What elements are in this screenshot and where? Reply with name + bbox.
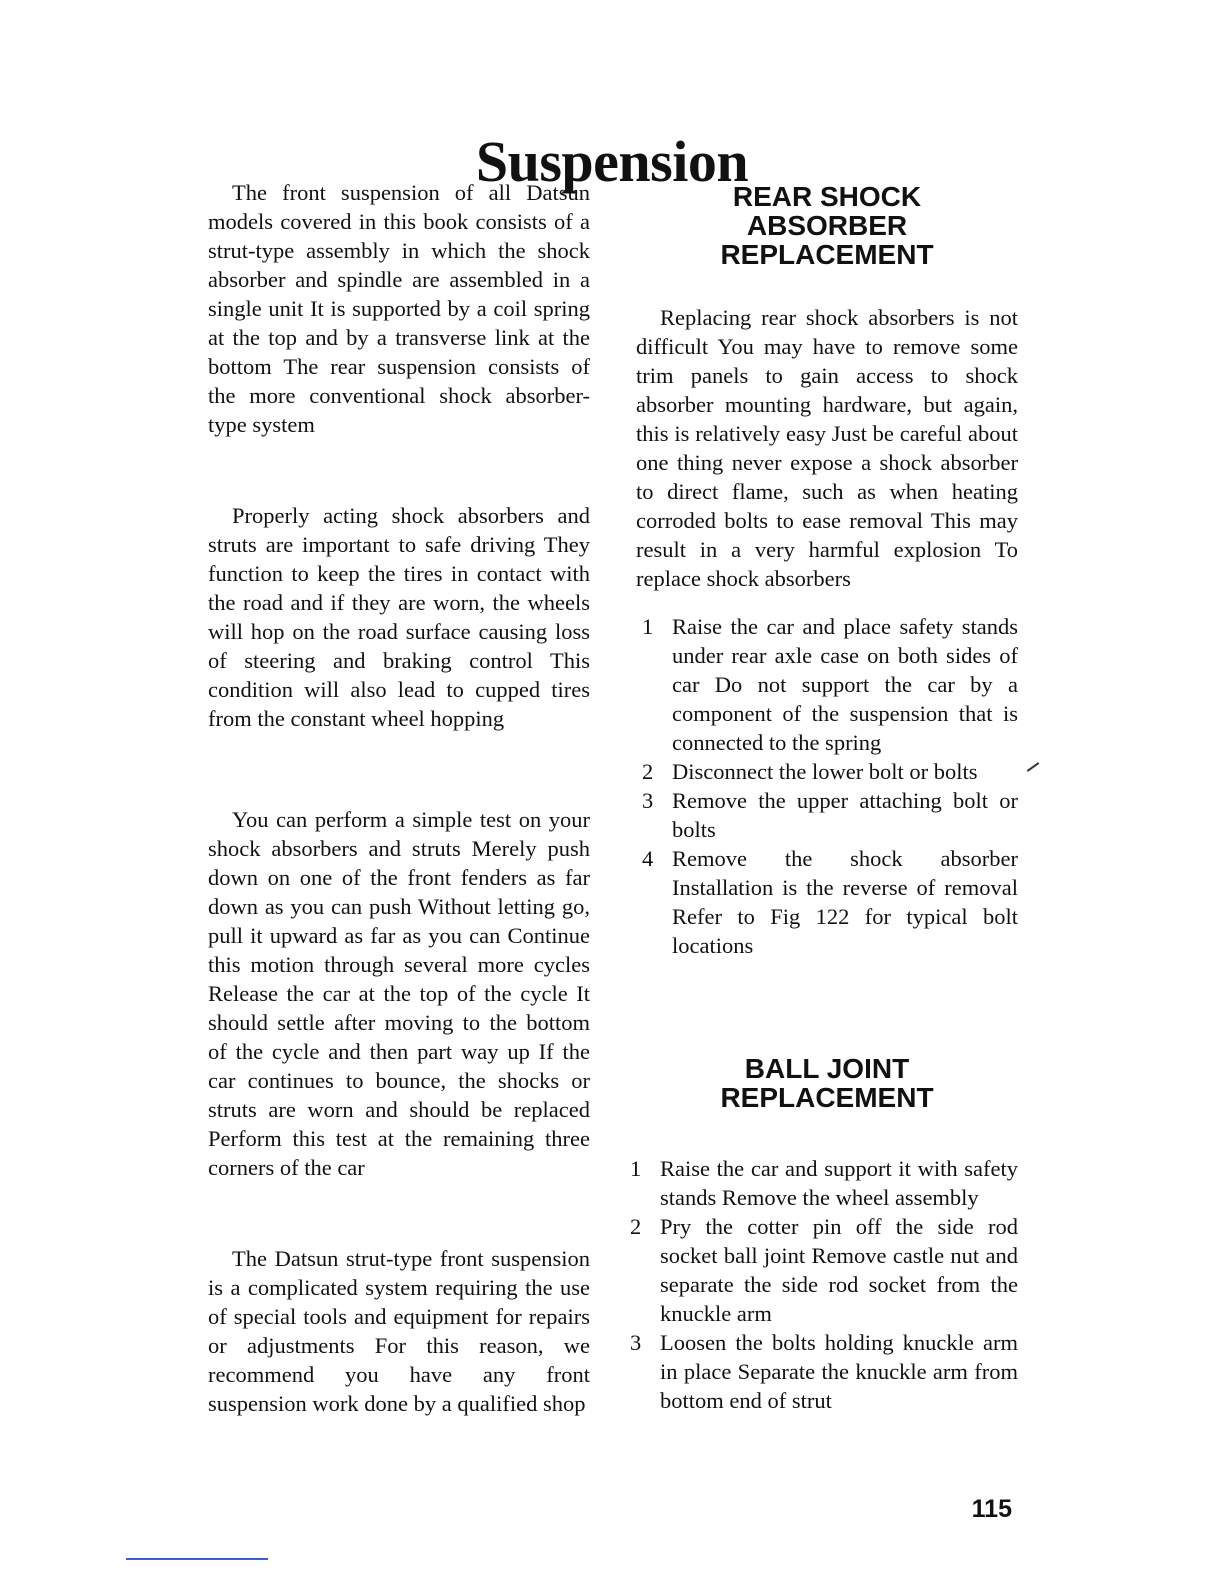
rear-shock-intro: Replacing rear shock absorbers is not difficult You may have to remove some trim panels to gain access to shock absorber mounting hardware, but again, this is relatively easy Just be careful about one thing never expose a shock absorber to direct flame, such as when heating corroded bolts to ease removal This may result in a very harmful explosion To replace shock absorbers [636, 305, 1018, 591]
list-item: 3 Remove the upper attaching bolt or bolts [642, 788, 1018, 842]
stray-mark [1027, 762, 1040, 772]
ball-joint-steps [624, 1154, 1018, 1415]
rear-shock-heading-line1: REAR SHOCK [732, 181, 922, 212]
ball-joint-heading-line2: REPLACEMENT [720, 1082, 934, 1113]
rear-shock-heading-line3: REPLACEMENT [720, 239, 934, 270]
shock-importance-paragraph: Properly acting shock absorbers and struts are important to safe driving They function to keep the tires in contact with the road and if they are worn, the wheels will hop on the road surface causing loss of steering and braking control This condition will also lead to cupped tires from the constant wheel hopping [208, 503, 590, 731]
page-title: Suspension [475, 128, 749, 194]
intro-paragraph: The front suspension of all Datsun models covered in this book consists of a strut-type assembly in which the shock absorber and spindle are assembled in a single unit It is supported by a coil spring at the top and by a transverse link at the bottom The rear suspension consists of the more conventional shock absorber-type system [208, 180, 590, 437]
footer-rule [126, 1558, 268, 1560]
list-item: 1 Raise the car and place safety stands under rear axle case on both sides of car Do not support the car by a component of the suspension that is connected to the spring [642, 614, 1018, 755]
ball-joint-heading [636, 1054, 1018, 1112]
ball-joint-heading-line1: BALL JOINT [744, 1053, 910, 1084]
rear-shock-steps [636, 612, 1018, 960]
right-column [630, 178, 1018, 1415]
strut-advice-paragraph: The Datsun strut-type front suspension is a complicated system requiring the use of special tools and equipment for repairs or adjustments For this reason, we recommend you have any front suspension work done by a qualified shop [208, 1246, 590, 1416]
shock-test-paragraph: You can perform a simple test on your shock absorbers and struts Merely push down on one of the front fenders as far down as you can push Without letting go, pull it upward as far as you can Continue this motion through several more cycles Release the car at the top of the cycle It should settle after moving to the bottom of the cycle and then part way up If the car continues to bounce, the shocks or struts are worn and should be replaced Perform this test at the remaining three corners of the car [208, 807, 590, 1180]
rear-shock-heading-line2: ABSORBER [746, 210, 908, 241]
list-item: 1 Raise the car and support it with safety stands Remove the wheel assembly [630, 1156, 1018, 1210]
rear-shock-heading [636, 182, 1018, 269]
list-item: 4 Remove the shock absorber Installation is the reverse of removal Refer to Fig 122 for typical bolt locations [642, 846, 1018, 958]
list-item: 2 Pry the cotter pin off the side rod socket ball joint Remove castle nut and separate the side rod socket from the knuckle arm [630, 1214, 1018, 1326]
page-number: 115 [971, 1495, 1012, 1523]
left-column [208, 178, 590, 1418]
list-item: 2 Disconnect the lower bolt or bolts [642, 759, 978, 784]
list-item: 3 Loosen the bolts holding knuckle arm in place Separate the knuckle arm from bottom end of strut [630, 1330, 1018, 1413]
